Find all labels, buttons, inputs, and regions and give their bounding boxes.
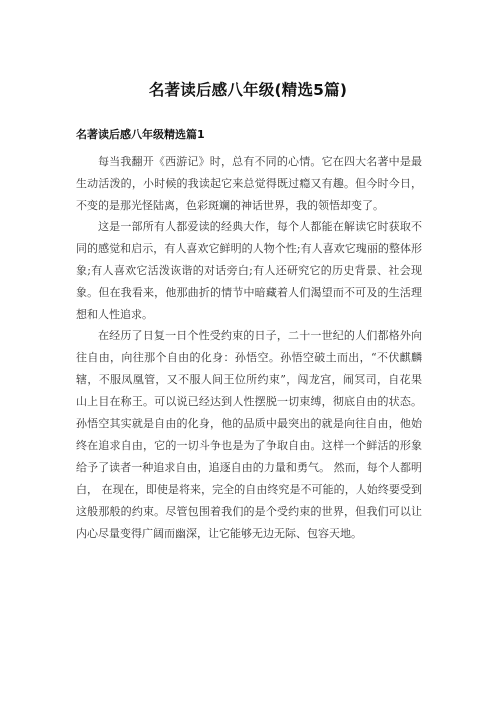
paragraph: 每当我翻开《西游记》时，总有不同的心情。它在四大名著中是最生动活泼的，小时候的我读起它来总觉得既过瘾又有趣。但今时今日，不变的是那光怪陆离，色彩斑斓的神话世界，我的领悟却变了。 (76, 155, 422, 212)
paragraph-3-block (76, 325, 422, 545)
section-heading: 名著读后感八年级精选篇1 (76, 128, 205, 141)
document-title: 名著读后感八年级(精选5篇) (148, 81, 348, 99)
paragraph-1-block (76, 151, 422, 217)
paragraph-2-block (76, 216, 422, 326)
paragraph: 在经历了日复一日个性受约束的日子，二十一世纪的人们都格外向往自由，向往那个自由的化身：孙悟空。孙悟空破土而出，“不伏麒麟辖，不服凤凰管，又不服人间王位所约束”，闯龙宫，闹冥司，自花果山上目在称王。可以说已经达到人性摆脱一切束缚，彻底自由的状态。孙悟空其实就是自由的化身，他的品质中最突出的就是向往自由，他始终在追求自由，它的一切斗争也是为了争取自由。这样一个鲜活的形象给予了读者一种追求自由，追逐自由的力量和勇气。 然而，每个人都明白， 在现在，即使是将来，完全的自由终究是不可能的，人始终要受到这般那般的约束。尽管包围着我们的是个受约束的世界，但我们可以让内心尽量变得广阔而幽深，让它能够无边无际、包容天地。 (76, 329, 422, 540)
paragraph: 这是一部所有人都爱读的经典大作，每个人都能在解读它时获取不同的感觉和启示，有人喜欢它鲜明的人物个性;有人喜欢它瑰丽的整体形象;有人喜欢它活泼诙谐的对话旁白;有人还研究它的历史背景、社会现象。但在我看来，他那曲折的情节中暗藏着人们渴望而不可及的生活理想和人性追求。 (76, 220, 422, 321)
